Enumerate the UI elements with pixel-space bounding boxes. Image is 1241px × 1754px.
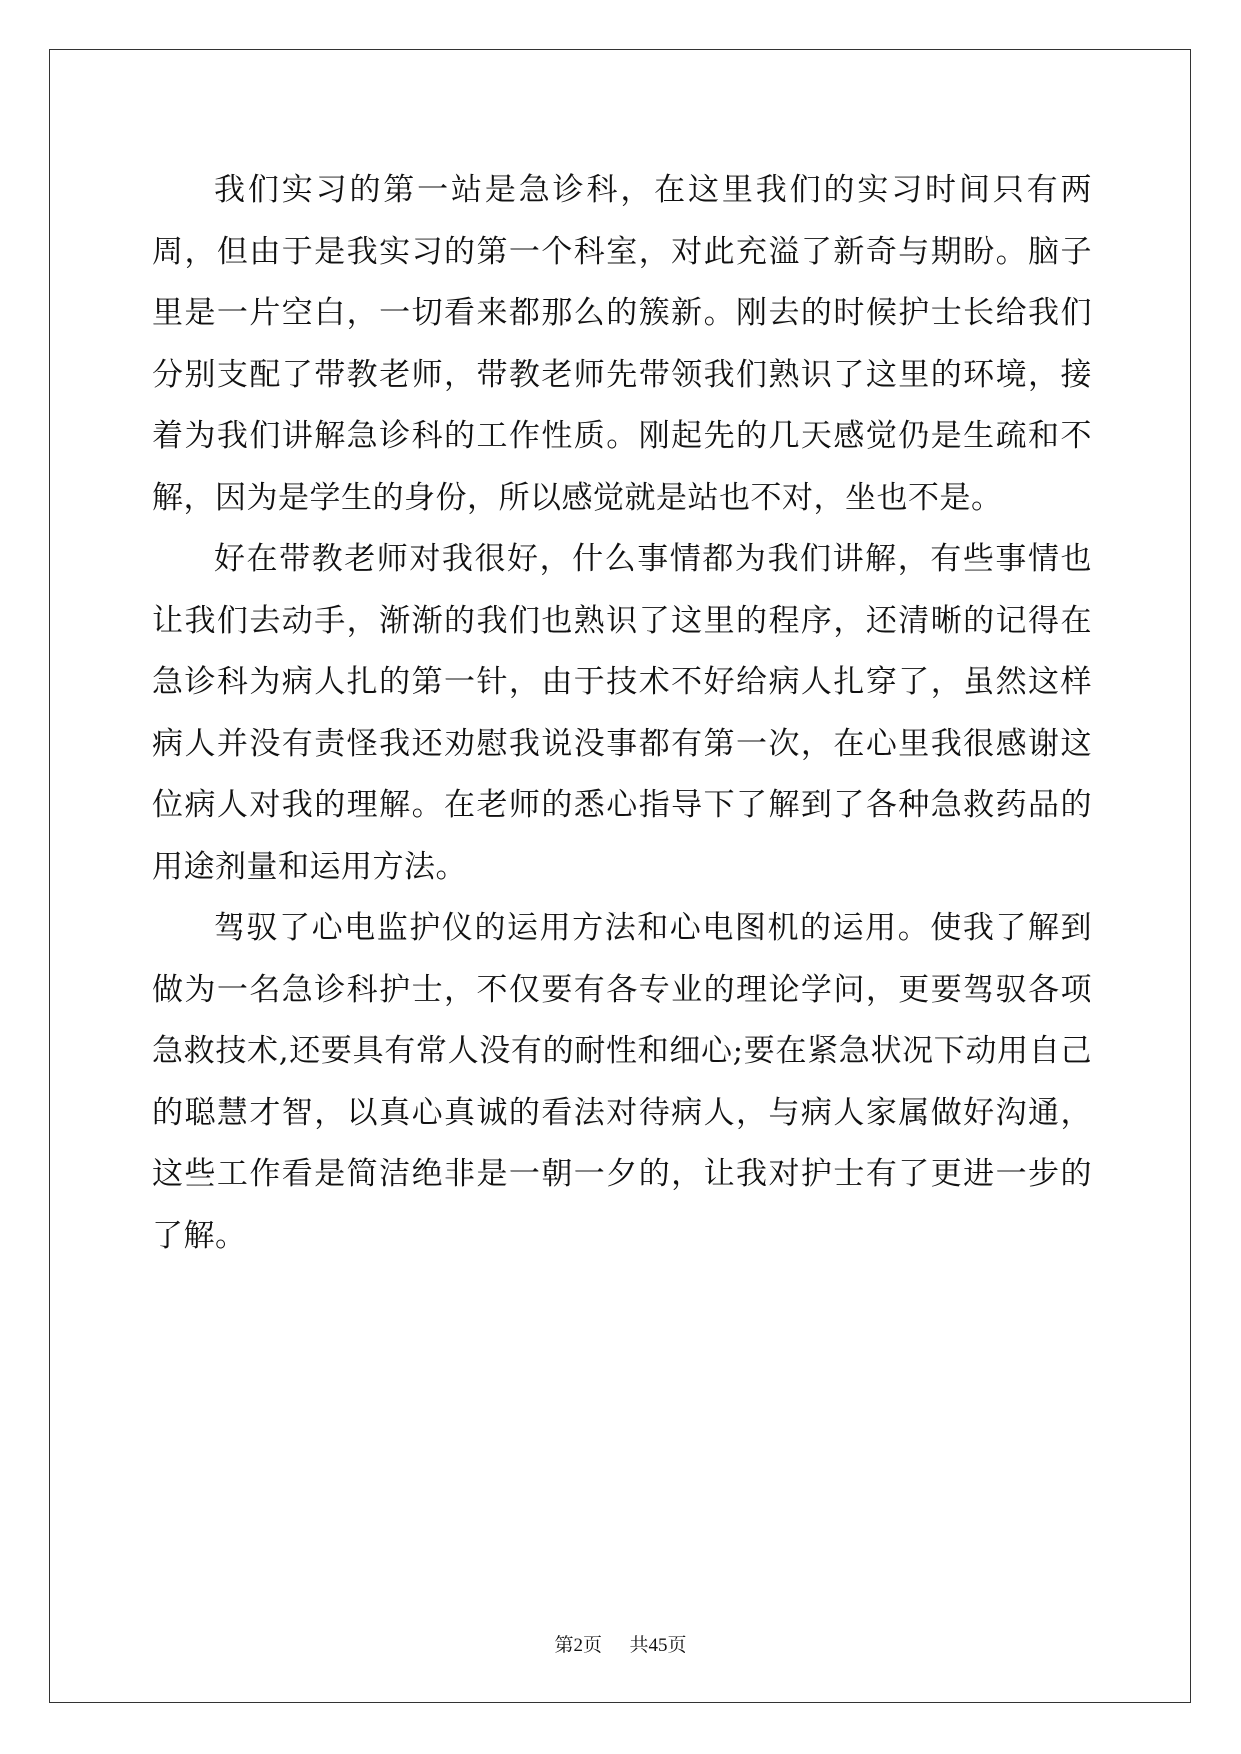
paragraph-3: 驾驭了心电监护仪的运用方法和心电图机的运用。使我了解到做为一名急诊科护士，不仅要有各专业的理论学问，更要驾驭各项急救技术,还要具有常人没有的耐性和细心;要在紧急状况下动用自己的聪慧才智，以真心真诚的看法对待病人，与病人家属做好沟通，这些工作看是简洁绝非是一朝一夕的，让我对护士有了更进一步的了解。 — [152, 910, 1092, 1254]
paragraph-1: 我们实习的第一站是急诊科，在这里我们的实习时间只有两周，但由于是我实习的第一个科室，对此充溢了新奇与期盼。脑子里是一片空白，一切看来都那么的簇新。刚去的时候护士长给我们分别支配了带教老师，带教老师先带领我们熟识了这里的环境，接着为我们讲解急诊科的工作性质。刚起先的几天感觉仍是生疏和不解，因为是学生的身份，所以感觉就是站也不对，坐也不是。 — [152, 172, 1092, 516]
total-pages-label: 共45页 — [629, 1635, 687, 1656]
page-footer — [0, 1630, 1241, 1657]
document-body — [152, 160, 1092, 1267]
paragraph-2: 好在带教老师对我很好，什么事情都为我们讲解，有些事情也让我们去动手，渐渐的我们也熟识了这里的程序，还清晰的记得在急诊科为病人扎的第一针，由于技术不好给病人扎穿了，虽然这样病人并没有责怪我还劝慰我说没事都有第一次，在心里我很感谢这位病人对我的理解。在老师的悉心指导下了解到了各种急救药品的用途剂量和运用方法。 — [152, 541, 1092, 885]
current-page-label: 第2页 — [554, 1635, 602, 1656]
